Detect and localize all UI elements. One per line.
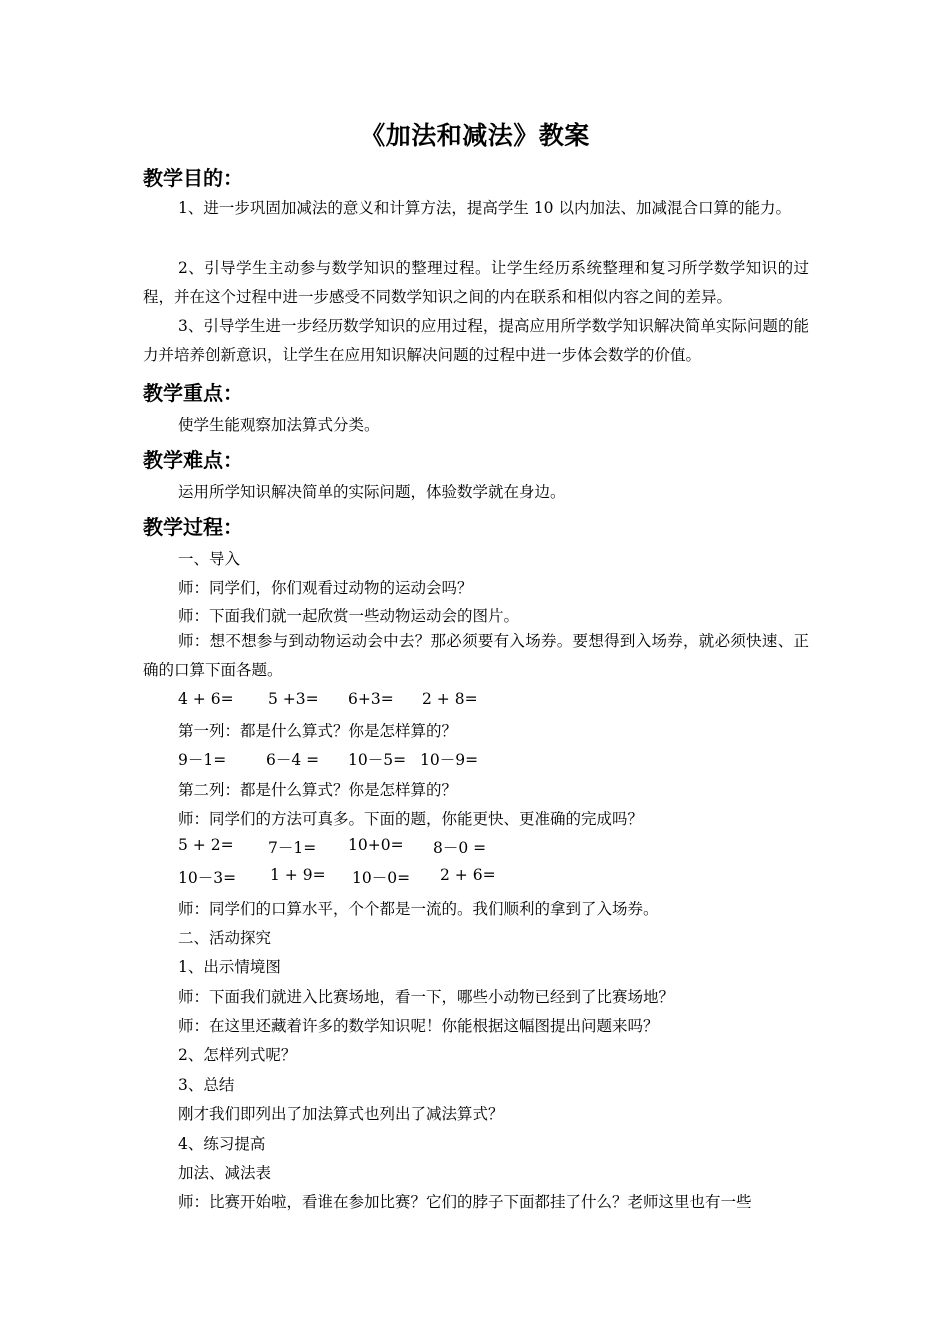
- arithmetic-problem: 6－4 =: [266, 751, 320, 769]
- objective-item-2: 2、引导学生主动参与数学知识的整理过程。让学生经历系统整理和复习所学数学知识的过程，并在这个过程中进一步感受不同数学知识之间的内在联系和相似内容之间的差异。: [143, 259, 809, 306]
- process-line-5: 师：同学们的口算水平，个个都是一流的。我们顺利的拿到了入场券。: [178, 900, 659, 918]
- arithmetic-problem: 10+0=: [348, 836, 404, 854]
- process-line-1: 师：同学们，你们观看过动物的运动会吗？: [178, 579, 473, 597]
- process-line-7: 师：在这里还藏着许多的数学知识呢！你能根据这幅图提出问题来吗？: [178, 1017, 659, 1035]
- question-1: 第一列：都是什么算式？你是怎样算的？: [178, 722, 458, 740]
- step-2: 2、怎样列式呢？: [178, 1046, 297, 1064]
- arithmetic-problem: 7－1=: [268, 839, 317, 857]
- arithmetic-problem: 2 + 8=: [422, 690, 478, 708]
- process-line-8: 刚才我们即列出了加法算式也列出了减法算式？: [178, 1105, 504, 1123]
- question-2: 第二列：都是什么算式？你是怎样算的？: [178, 781, 458, 799]
- difficulties-heading: 教学难点：: [143, 448, 243, 472]
- arithmetic-problem: 1 + 9=: [270, 866, 326, 884]
- arithmetic-problem: 5 + 2=: [178, 836, 234, 854]
- arithmetic-problem: 8－0 =: [433, 839, 487, 857]
- arithmetic-problem: 9－1=: [178, 751, 227, 769]
- process-line-10: 师：比赛开始啦，看谁在参加比赛？它们的脖子下面都挂了什么？老师这里也有一些: [178, 1193, 752, 1211]
- arithmetic-problem: 10－5=: [348, 751, 407, 769]
- key-points-text: 使学生能观察加法算式分类。: [178, 416, 380, 434]
- arithmetic-problem: 10－3=: [178, 869, 237, 887]
- process-line-6: 师：下面我们就进入比赛场地，看一下，哪些小动物已经到了比赛场地？: [178, 988, 675, 1006]
- key-points-heading: 教学重点：: [143, 381, 243, 405]
- objective-item-1: 1、进一步巩固加减法的意义和计算方法，提高学生 10 以内加法、加减混合口算的能力。: [178, 199, 791, 217]
- document-title: 《加法和减法》教案: [360, 121, 590, 150]
- process-line-4: 师：同学们的方法可真多。下面的题，你能更快、更准确的完成吗？: [178, 810, 644, 828]
- arithmetic-problem: 4 + 6=: [178, 690, 234, 708]
- objective-item-3: 3、引导学生进一步经历数学知识的应用过程，提高应用所学数学知识解决简单实际问题的能力并培养创新意识，让学生在应用知识解决问题的过程中进一步体会数学的价值。: [143, 317, 809, 364]
- arithmetic-problem: 6+3=: [348, 690, 394, 708]
- step-1: 1、出示情境图: [178, 958, 281, 976]
- process-line-9: 加法、减法表: [178, 1164, 272, 1182]
- arithmetic-problem: 2 + 6=: [440, 866, 496, 884]
- activity-label: 二、活动探究: [178, 929, 272, 947]
- process-line-2: 师：下面我们就一起欣赏一些动物运动会的图片。: [178, 607, 520, 625]
- step-4: 4、练习提高: [178, 1135, 266, 1153]
- intro-label: 一、导入: [178, 550, 241, 568]
- arithmetic-problem: 10－0=: [352, 869, 411, 887]
- arithmetic-problem: 5 +3=: [268, 690, 319, 708]
- difficulties-text: 运用所学知识解决简单的实际问题，体验数学就在身边。: [178, 483, 566, 501]
- arithmetic-problem: 10－9=: [420, 751, 479, 769]
- process-line-3: 师：想不想参与到动物运动会中去？那必须要有入场券。要想得到入场券，就必须快速、正确的口算下面各题。: [143, 632, 809, 679]
- objectives-heading: 教学目的：: [143, 166, 243, 190]
- step-3: 3、总结: [178, 1076, 235, 1094]
- process-heading: 教学过程：: [143, 515, 243, 539]
